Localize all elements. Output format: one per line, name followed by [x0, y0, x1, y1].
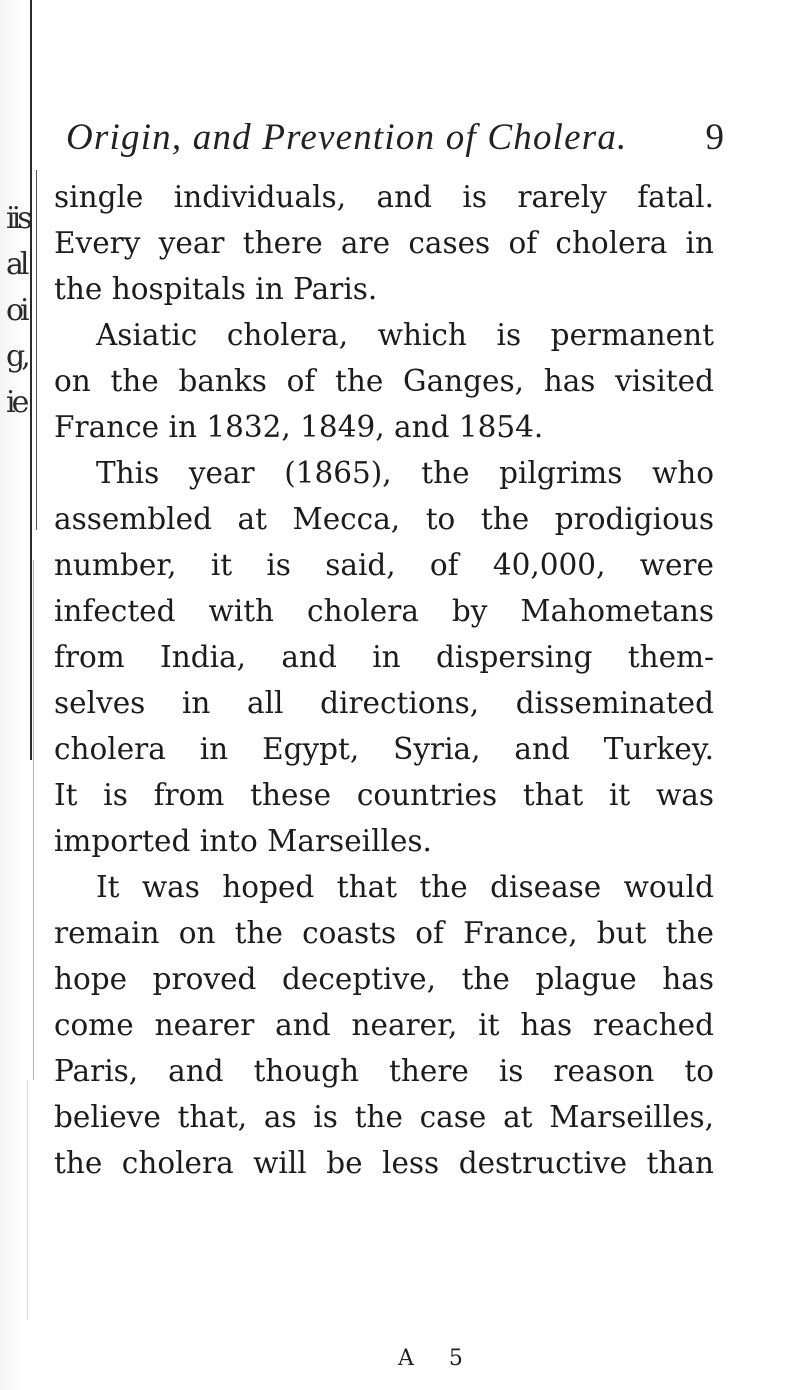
gutter-edge-line [36, 170, 37, 530]
text-line: Asiatic cholera, which is permanent [96, 318, 714, 352]
page-number: 9 [705, 117, 724, 158]
text-line: single individuals, and is rarely fatal. [54, 180, 714, 214]
text-line: imported into Marseilles. [54, 824, 432, 858]
text-line: assembled at Mecca, to the prodigious [54, 502, 714, 536]
facing-page-text-fragments [6, 196, 36, 426]
margin-fragment: ie [6, 385, 26, 420]
text-line: It is from these countries that it was [54, 778, 714, 812]
margin-fragment: al [6, 247, 26, 282]
text-line: from India, and in dispersing them- [54, 640, 714, 674]
margin-fragment: iis [6, 201, 29, 236]
text-line: Every year there are cases of cholera in [54, 226, 714, 260]
text-line: selves in all directions, disseminated [54, 686, 714, 720]
text-line: the cholera will be less destructive than [54, 1146, 714, 1180]
signature-mark: A 5 [398, 1346, 477, 1371]
text-line: believe that, as is the case at Marseilles, [54, 1100, 714, 1134]
text-line: This year (1865), the pilgrims who [96, 456, 714, 490]
body-text [54, 174, 714, 1186]
running-header [66, 116, 724, 166]
gutter-edge-line [33, 560, 34, 1080]
gutter-edge-line [27, 1080, 28, 1320]
margin-fragment: oi [6, 293, 26, 328]
text-line: cholera in Egypt, Syria, and Turkey. [54, 732, 714, 766]
text-line: infected with cholera by Mahometans [54, 594, 714, 628]
text-line: come nearer and nearer, it has reached [54, 1008, 714, 1042]
text-line: remain on the coasts of France, but the [54, 916, 714, 950]
text-line: hope proved deceptive, the plague has [54, 962, 714, 996]
text-line: It was hoped that the disease would [96, 870, 714, 904]
text-line: France in 1832, 1849, and 1854. [54, 410, 544, 444]
text-line: on the banks of the Ganges, has visited [54, 364, 714, 398]
text-line: the hospitals in Paris. [54, 272, 378, 306]
text-line: number, it is said, of 40,000, were [54, 548, 714, 582]
text-line: Paris, and though there is reason to [54, 1054, 714, 1088]
running-title: Origin, and Prevention of Cholera. [66, 117, 628, 158]
margin-fragment: g, [6, 339, 27, 374]
